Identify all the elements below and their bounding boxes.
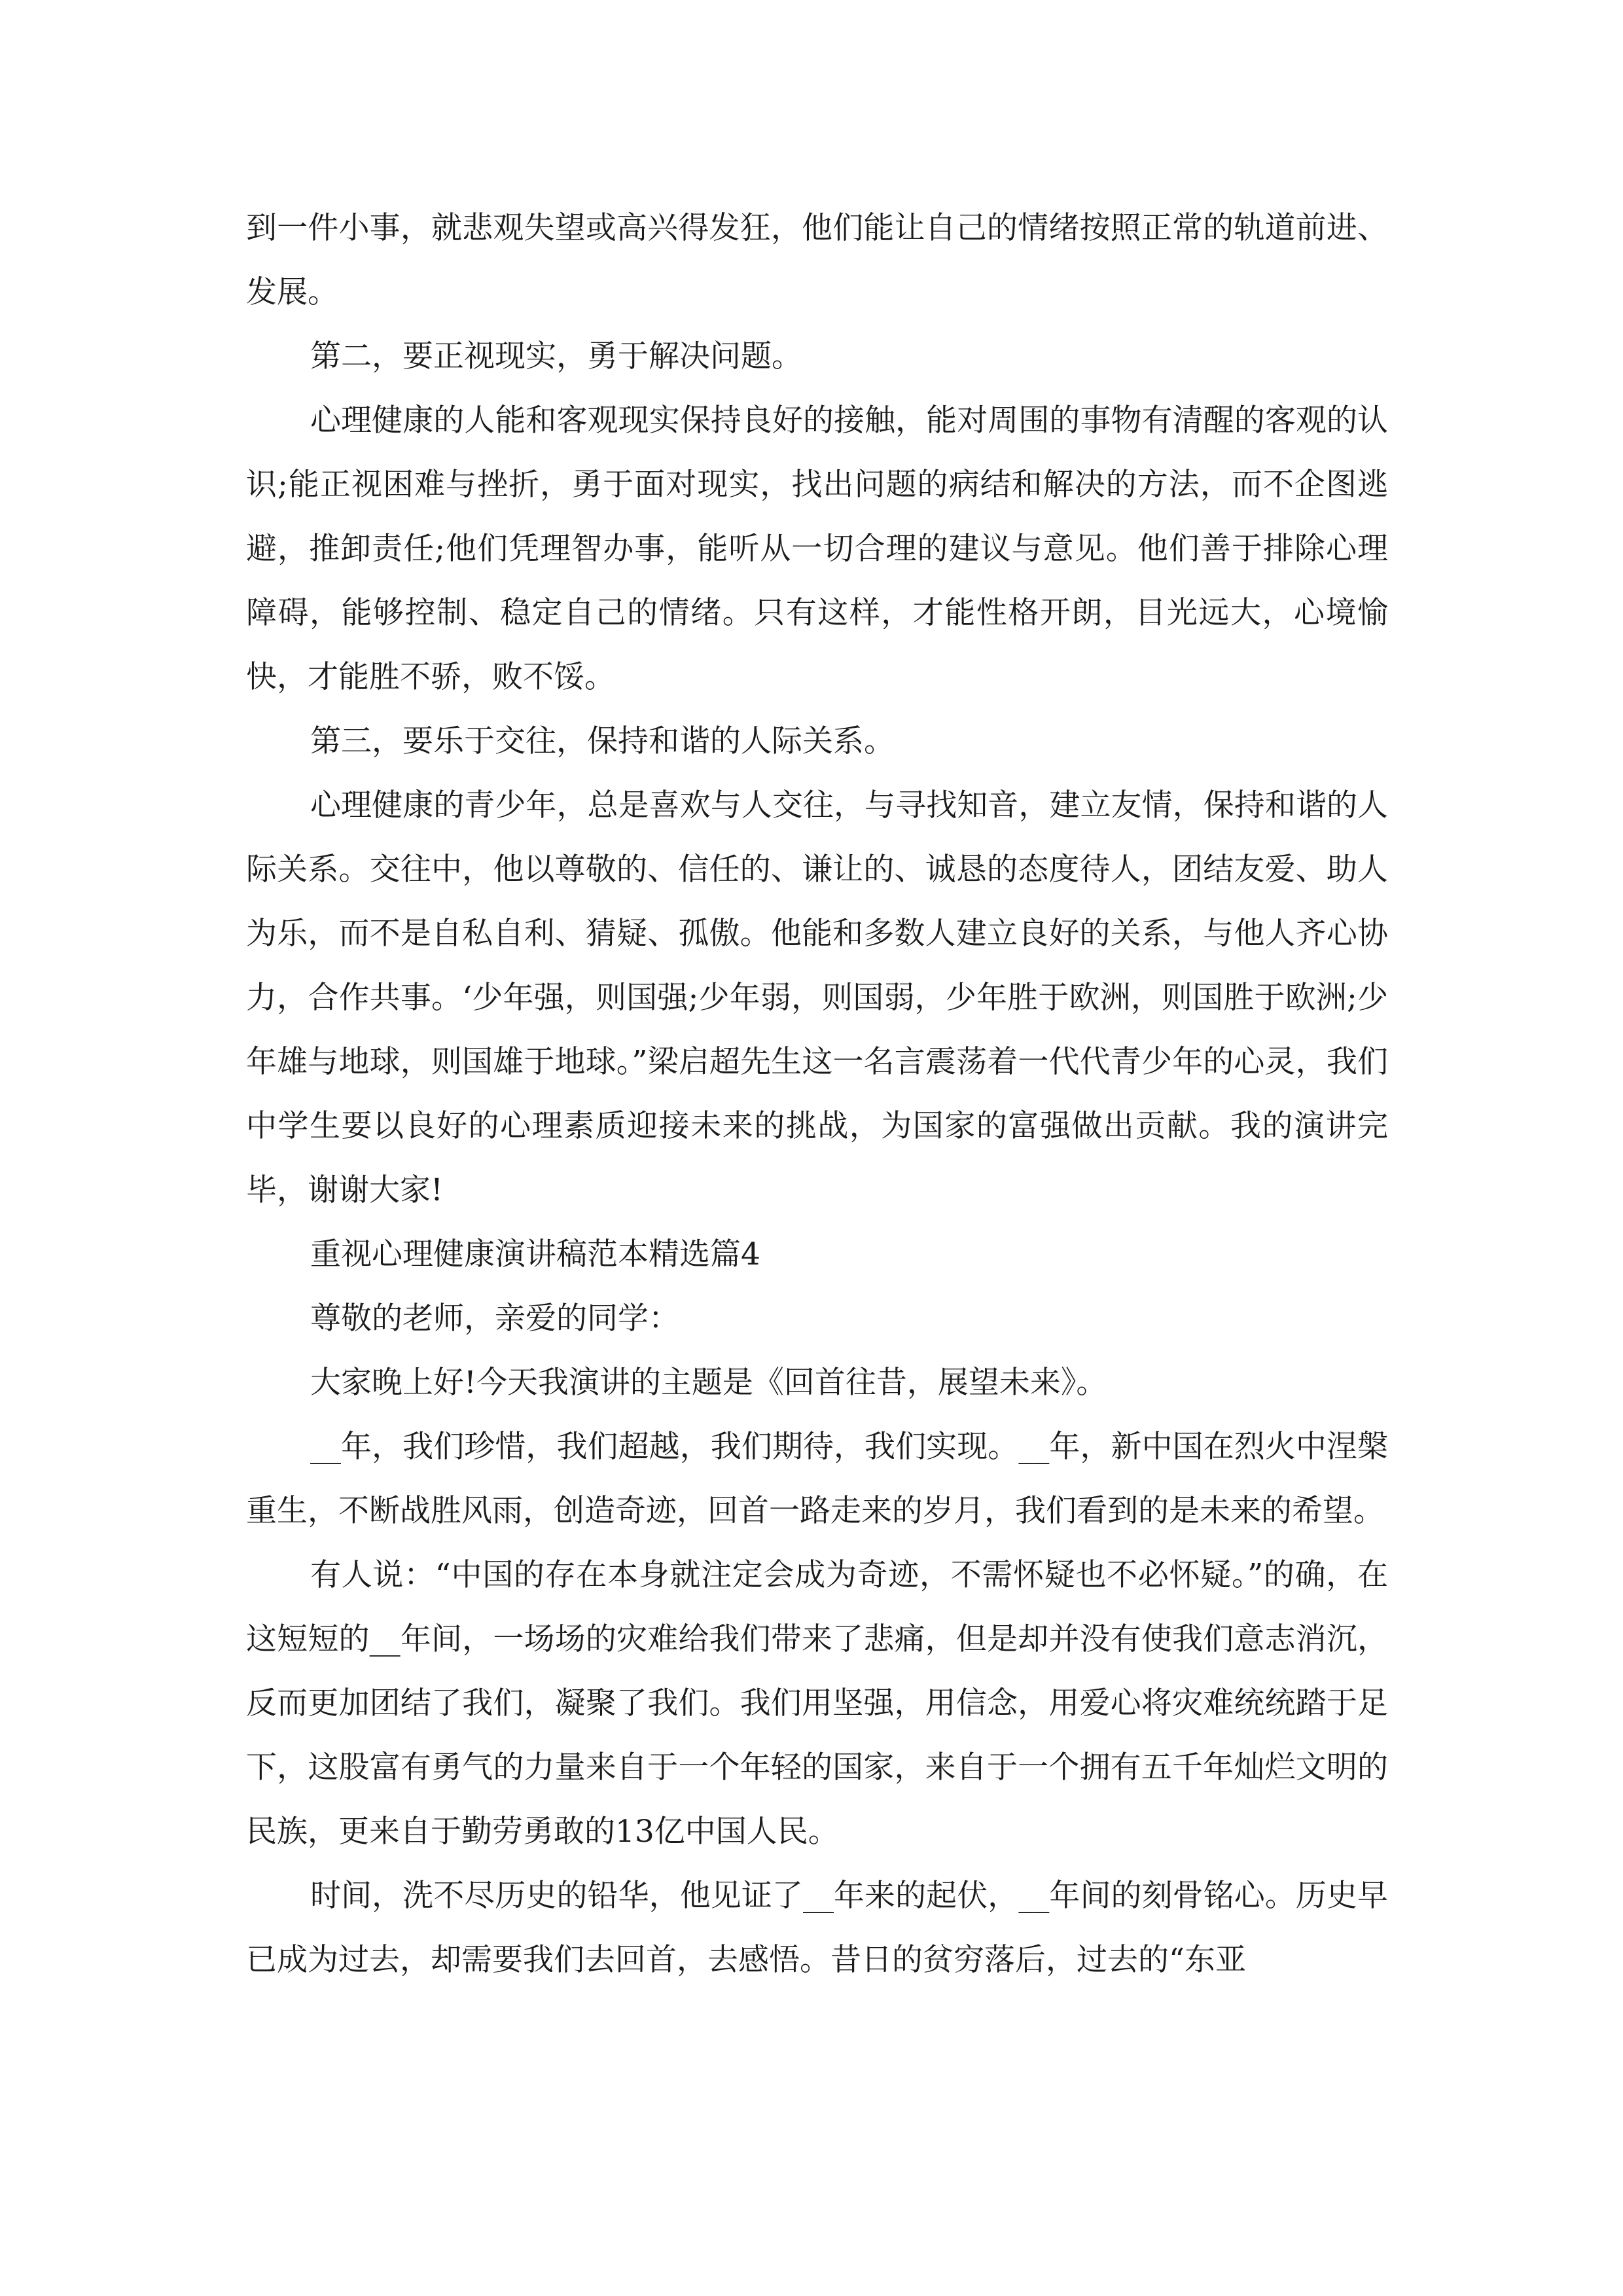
document-body [246,196,1388,1992]
greeting: 大家晚上好!今天我演讲的主题是《回首往昔，展望未来》。 [310,1365,1107,1401]
salutation: 尊敬的老师，亲爱的同学： [310,1300,679,1336]
paragraph-heading-third: 第三，要乐于交往，保持和谐的人际关系。 [310,723,895,759]
section-title: 重视心理健康演讲稿范本精选篇4 [310,1236,760,1272]
paragraph-miracle: 有人说：“中国的存在本身就注定会成为奇迹，不需怀疑也不必怀疑。”的确，在这短短的__年间，一场场的灾难给我们带来了悲痛，但是却并没有使我们意志消沉，反而更加团结了我们，凝聚了我们。我们用坚强，用信念，用爱心将灾难统统踏于足下，这股富有勇气的力量来自于一个年轻的国家，来自于一个拥有五千年灿烂文明的民族，更来自于勤劳勇敢的13亿中国人民。 [246,1557,1388,1850]
paragraph-face-reality: 心理健康的人能和客观现实保持良好的接触，能对周围的事物有清醒的客观的认识;能正视困难与挫折，勇于面对现实，找出问题的病结和解决的方法，而不企图逃避，推卸责任;他们凭理智办事，能听从一切合理的建议与意见。他们善于排除心理障碍，能够控制、稳定自己的情绪。只有这样，才能性格开朗，目光远大，心境愉快，才能胜不骄，败不馁。 [246,403,1388,695]
paragraph-history: 时间，洗不尽历史的铅华，他见证了__年来的起伏，__年间的刻骨铭心。历史早已成为过去，却需要我们去回首，去感悟。昔日的贫穷落后，过去的“东亚 [246,1878,1388,1978]
paragraph-social-relations: 心理健康的青少年，总是喜欢与人交往，与寻找知音，建立友情，保持和谐的人际关系。交往中，他以尊敬的、信任的、谦让的、诚恳的态度待人，团结友爱、助人为乐，而不是自私自利、猜疑、孤傲。他能和多数人建立良好的关系，与他人齐心协力，合作共事。‘少年强，则国强;少年弱，则国弱，少年胜于欧洲，则国胜于欧洲;少年雄与地球，则国雄于地球。”梁启超先生这一名言震荡着一代代青少年的心灵，我们中学生要以良好的心理素质迎接未来的挑战，为国家的富强做出贡献。我的演讲完毕，谢谢大家! [246,787,1388,1208]
paragraph-heading-second: 第二，要正视现实，勇于解决问题。 [310,338,802,374]
paragraph-years: __年，我们珍惜，我们超越，我们期待，我们实现。__年，新中国在烈火中涅槃重生，不断战胜风雨，创造奇迹，回首一路走来的岁月，我们看到的是未来的希望。 [246,1429,1388,1529]
paragraph-continuation: 到一件小事，就悲观失望或高兴得发狂，他们能让自己的情绪按照正常的轨道前进、发展。 [246,210,1388,310]
